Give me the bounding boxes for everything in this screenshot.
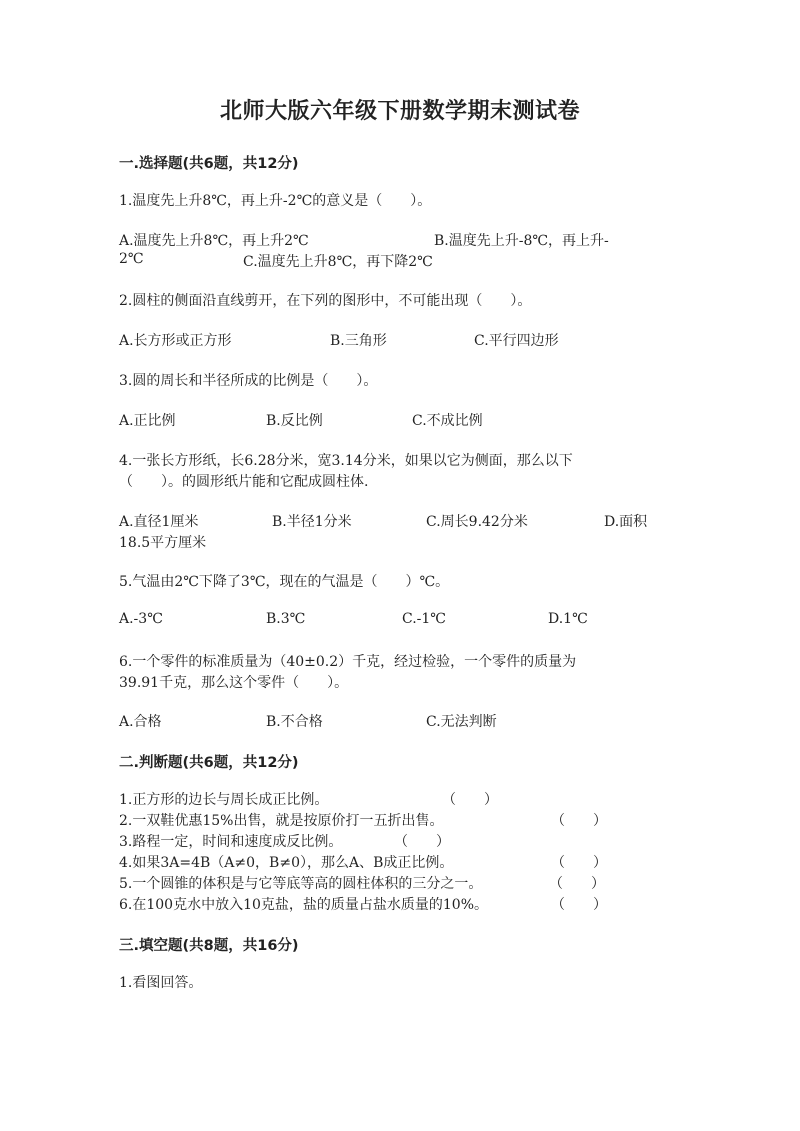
q4-option-d-wrap: 18.5平方厘米 [119,535,207,551]
page-title: 北师大版六年级下册数学期末测试卷 [219,99,580,124]
q4-option-c: C.周长9.42分米 [426,514,528,530]
question-2: 2.圆柱的侧面沿直线剪开，在下列的图形中，不可能出现（ ）。 [119,293,532,309]
question-5: 5.气温由2℃下降了3℃，现在的气温是（ ）℃。 [119,574,450,590]
q6-option-b: B.不合格 [266,714,323,730]
judge-item-4: 4.如果3A=4B（A≠0，B≠0），那么A、B成正比例。 [119,855,454,871]
q4-option-a: A.直径1厘米 [119,514,199,530]
q5-option-c: C.-1℃ [402,611,446,627]
judge-item-6: 6.在100克水中放入10克盐，盐的质量占盐水质量的10%。 [119,897,489,913]
q3-option-a: A.正比例 [119,413,176,429]
fill-question-1: 1.看图回答。 [119,975,203,991]
q1-option-a: A.温度先上升8℃，再上升2℃ [119,233,309,249]
judge-bracket-6: （ ） [551,897,607,913]
q1-option-b-wrap: 2℃ [119,251,144,267]
question-6-line2: 39.91千克，那么这个零件（ ）。 [119,675,349,691]
judge-bracket-4: （ ） [551,855,607,871]
q1-option-b: B.温度先上升-8℃，再上升- [434,233,609,249]
q4-option-b: B.半径1分米 [272,514,352,530]
q5-option-b: B.3℃ [266,611,306,627]
judge-bracket-1: （ ） [442,792,498,808]
q6-option-a: A.合格 [119,714,162,730]
question-1: 1.温度先上升8℃，再上升-2℃的意义是（ ）。 [119,193,432,209]
section-heading-judgement: 二.判断题(共6题，共12分) [119,755,299,771]
q2-option-b: B.三角形 [330,333,387,349]
question-6-line1: 6.一个零件的标准质量为（40±0.2）千克，经过检验，一个零件的质量为 [119,654,577,670]
q5-option-a: A.-3℃ [119,611,163,627]
q4-option-d: D.面积 [604,514,648,530]
judge-item-5: 5.一个圆锥的体积是与它等底等高的圆柱体积的三分之一。 [119,876,483,892]
section-heading-fill: 三.填空题(共8题，共16分) [119,938,299,954]
q2-option-c: C.平行四边形 [474,333,559,349]
q3-option-c: C.不成比例 [412,413,483,429]
judge-item-1: 1.正方形的边长与周长成正比例。 [119,792,329,808]
q6-option-c: C.无法判断 [426,714,497,730]
question-4-line2: （ ）。的圆形纸片能和它配成圆柱体. [119,474,369,490]
section-heading-choice: 一.选择题(共6题，共12分) [119,156,299,172]
question-3: 3.圆的周长和半径所成的比例是（ ）。 [119,373,378,389]
q5-option-d: D.1℃ [548,611,588,627]
judge-item-2: 2.一双鞋优惠15%出售，就是按原价打一五折出售。 [119,813,444,829]
judge-bracket-5: （ ） [549,876,605,892]
q1-option-c: C.温度先上升8℃，再下降2℃ [243,254,433,270]
judge-bracket-3: （ ） [394,834,450,850]
q2-option-a: A.长方形或正方形 [119,333,232,349]
q3-option-b: B.反比例 [266,413,323,429]
judge-bracket-2: （ ） [551,813,607,829]
question-4-line1: 4.一张长方形纸，长6.28分米，宽3.14分米，如果以它为侧面，那么以下 [119,453,573,469]
judge-item-3: 3.路程一定，时间和速度成反比例。 [119,834,343,850]
